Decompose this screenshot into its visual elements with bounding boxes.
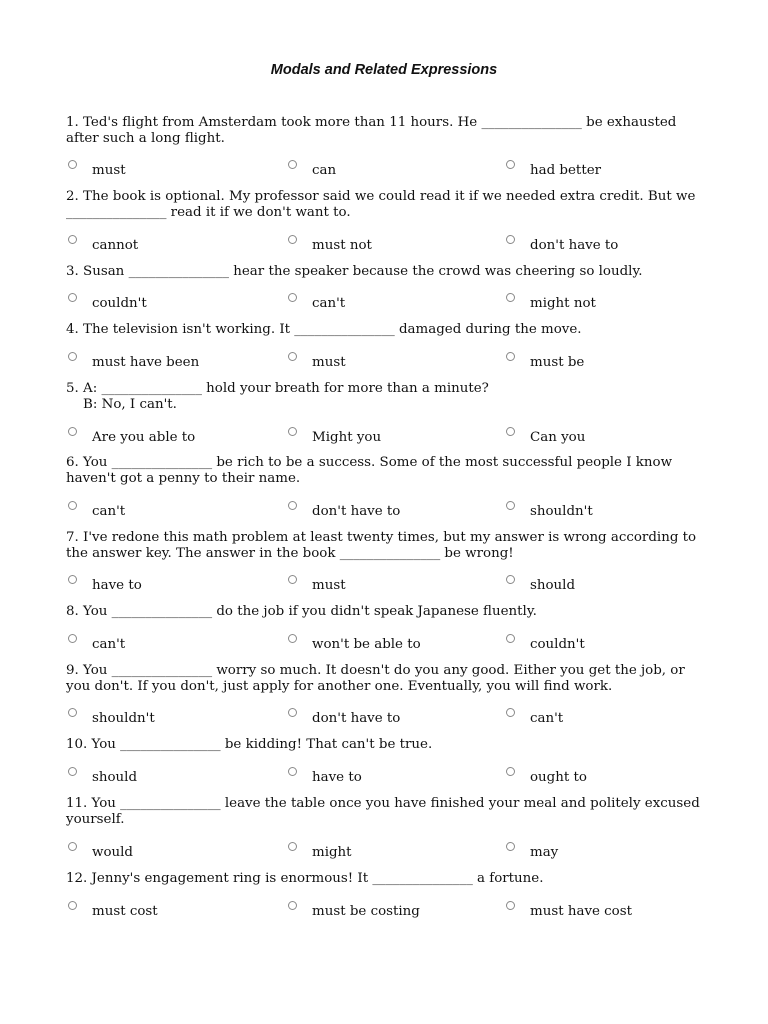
question-4-options — [0, 352, 768, 372]
option-label: should — [92, 770, 138, 785]
question-9-options — [0, 708, 768, 728]
question-4-text: 4. The television isn't working. It _______________ damaged during the move. — [66, 322, 582, 337]
radio-button[interactable] — [288, 767, 297, 776]
option-label: must — [312, 578, 346, 593]
option-label: shouldn't — [530, 504, 593, 519]
question-12-text: 12. Jenny's engagement ring is enormous! It _______________ a fortune. — [66, 871, 544, 886]
radio-button[interactable] — [506, 352, 515, 361]
option-label: might — [312, 845, 352, 860]
option-label: couldn't — [92, 296, 147, 311]
radio-button[interactable] — [68, 634, 77, 643]
question-2-options — [0, 235, 768, 255]
option-label: don't have to — [312, 504, 401, 519]
radio-button[interactable] — [68, 708, 77, 717]
question-1-options — [0, 160, 768, 180]
radio-button[interactable] — [506, 842, 515, 851]
radio-button[interactable] — [288, 575, 297, 584]
option-label: must cost — [92, 904, 158, 919]
option-label: must have cost — [530, 904, 632, 919]
question-6-text: 6. You _______________ be rich to be a success. Some of the most successful people I know haven't got a penny to their name. — [66, 455, 677, 486]
question-7-text: 7. I've redone this math problem at least twenty times, but my answer is wrong according to the answer key. The answer in the book _______________ be wrong! — [66, 530, 701, 561]
worksheet-title: Modals and Related Expressions — [270, 62, 498, 78]
question-3-options — [0, 293, 768, 313]
option-label: cannot — [92, 238, 139, 253]
radio-button[interactable] — [68, 427, 77, 436]
radio-button[interactable] — [506, 427, 515, 436]
option-label: have to — [92, 578, 142, 593]
radio-button[interactable] — [288, 352, 297, 361]
radio-button[interactable] — [506, 160, 515, 169]
option-label: must be costing — [312, 904, 420, 919]
radio-button[interactable] — [288, 842, 297, 851]
radio-button[interactable] — [506, 634, 515, 643]
question-1-text: 1. Ted's flight from Amsterdam took more than 11 hours. He _______________ be exhausted after such a long flight. — [66, 115, 681, 146]
option-label: shouldn't — [92, 711, 155, 726]
option-label: Are you able to — [92, 430, 196, 445]
option-label: must be — [530, 355, 585, 370]
radio-button[interactable] — [288, 901, 297, 910]
option-label: had better — [530, 163, 602, 178]
question-10-options — [0, 767, 768, 787]
option-label: can't — [92, 504, 126, 519]
question-11-options — [0, 842, 768, 862]
radio-button[interactable] — [68, 501, 77, 510]
option-label: couldn't — [530, 637, 585, 652]
option-label: must not — [312, 238, 372, 253]
question-9-text: 9. You _______________ worry so much. It doesn't do you any good. Either you get the job, or you don't. If you don't, just apply for another one. Eventually, you will find work. — [66, 663, 690, 694]
question-11-text: 11. You _______________ leave the table once you have finished your meal and politely excused yourself. — [66, 796, 705, 827]
option-label: don't have to — [530, 238, 619, 253]
radio-button[interactable] — [506, 235, 515, 244]
option-label: must have been — [92, 355, 200, 370]
radio-button[interactable] — [506, 767, 515, 776]
radio-button[interactable] — [68, 575, 77, 584]
question-10-text: 10. You _______________ be kidding! That can't be true. — [66, 737, 433, 752]
question-8-options — [0, 634, 768, 654]
question-6-options — [0, 501, 768, 521]
radio-button[interactable] — [506, 708, 515, 717]
question-5-options — [0, 427, 768, 447]
radio-button[interactable] — [288, 160, 297, 169]
option-label: can't — [312, 296, 346, 311]
option-label: ought to — [530, 770, 587, 785]
question-3-text: 3. Susan _______________ hear the speaker because the crowd was cheering so loudly. — [66, 264, 643, 279]
radio-button[interactable] — [68, 842, 77, 851]
radio-button[interactable] — [506, 575, 515, 584]
option-label: won't be able to — [312, 637, 421, 652]
question-2-text: 2. The book is optional. My professor said we could read it if we needed extra credit. But we _______________ read it if we don't want to. — [66, 189, 700, 220]
option-label: might not — [530, 296, 596, 311]
radio-button[interactable] — [68, 901, 77, 910]
radio-button[interactable] — [68, 352, 77, 361]
option-label: can't — [92, 637, 126, 652]
radio-button[interactable] — [68, 235, 77, 244]
question-5-text: 5. A: _______________ hold your breath for more than a minute? B: No, I can't. — [66, 381, 489, 412]
option-label: would — [92, 845, 134, 860]
radio-button[interactable] — [288, 634, 297, 643]
radio-button[interactable] — [506, 293, 515, 302]
radio-button[interactable] — [68, 767, 77, 776]
option-label: must — [312, 355, 346, 370]
radio-button[interactable] — [288, 235, 297, 244]
option-label: must — [92, 163, 126, 178]
radio-button[interactable] — [68, 160, 77, 169]
radio-button[interactable] — [506, 501, 515, 510]
question-12-options — [0, 901, 768, 921]
option-label: should — [530, 578, 576, 593]
option-label: may — [530, 845, 559, 860]
question-7-options — [0, 575, 768, 595]
radio-button[interactable] — [288, 708, 297, 717]
radio-button[interactable] — [288, 293, 297, 302]
option-label: Might you — [312, 430, 382, 445]
radio-button[interactable] — [288, 427, 297, 436]
option-label: Can you — [530, 430, 586, 445]
option-label: have to — [312, 770, 362, 785]
question-8-text: 8. You _______________ do the job if you didn't speak Japanese fluently. — [66, 604, 537, 619]
option-label: don't have to — [312, 711, 401, 726]
radio-button[interactable] — [288, 501, 297, 510]
option-label: can't — [530, 711, 564, 726]
radio-button[interactable] — [506, 901, 515, 910]
radio-button[interactable] — [68, 293, 77, 302]
option-label: can — [312, 163, 337, 178]
